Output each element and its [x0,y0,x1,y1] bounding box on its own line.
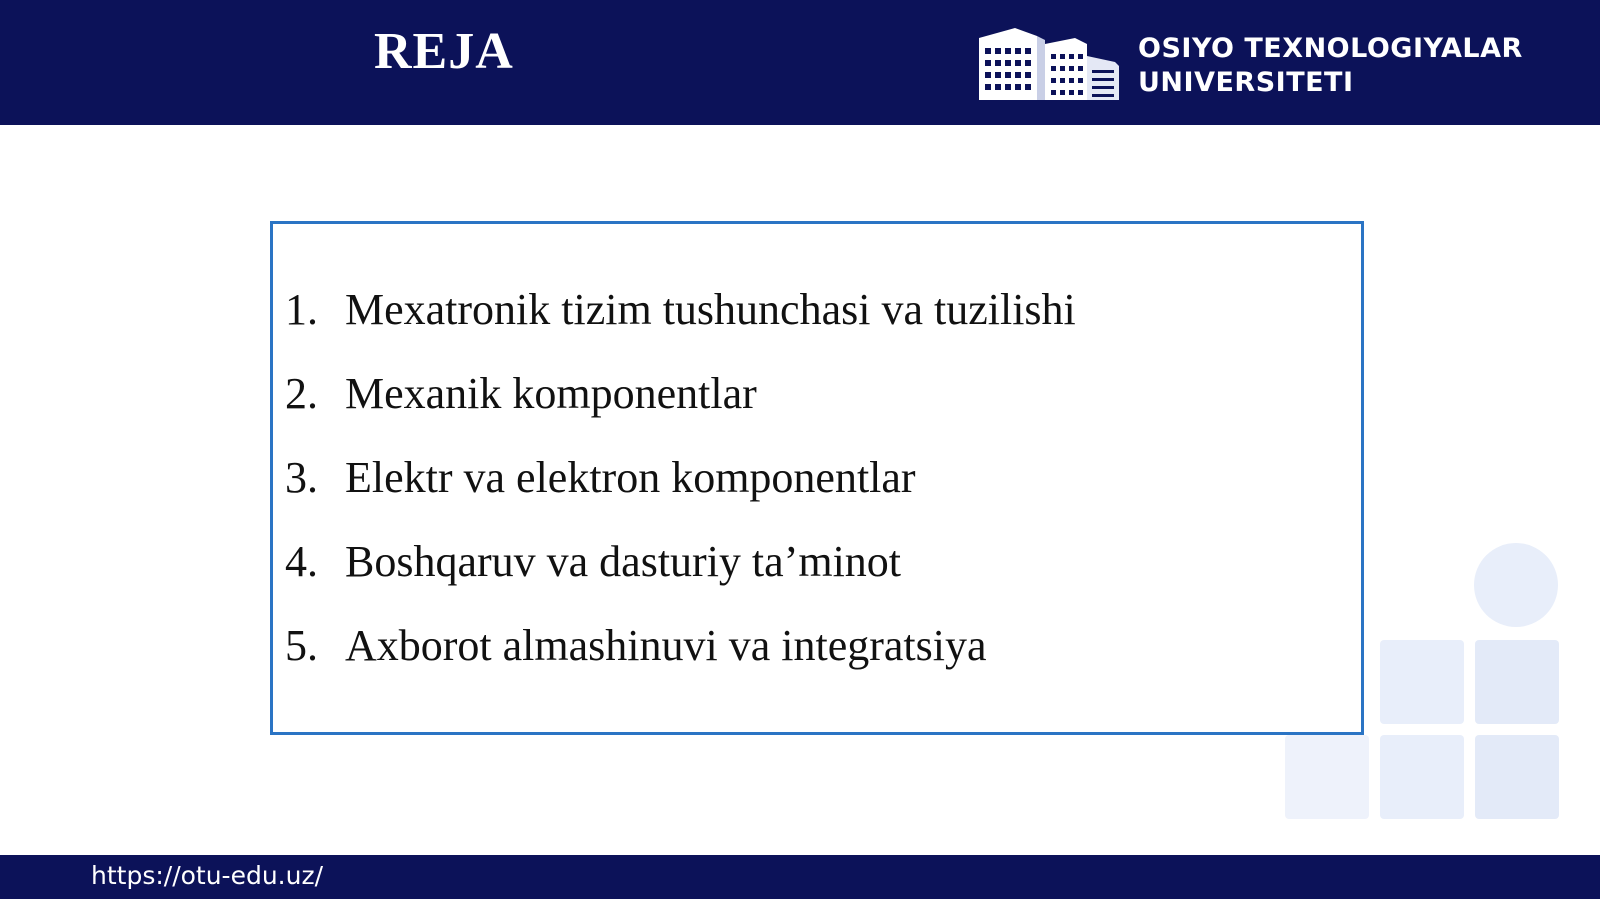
plan-item-text: Mexatronik tizim tushunchasi va tuzilishi [345,285,1076,334]
plan-item-number: 3. [285,453,318,502]
university-name [1138,32,1523,100]
plan-item-number: 2. [285,369,318,418]
plan-item-number: 4. [285,537,318,586]
plan-item [285,536,1076,620]
plan-item [285,284,1076,368]
website-url: https://otu-edu.uz/ [91,861,324,890]
plan-item-number: 1. [285,285,318,334]
plan-box [270,221,1364,735]
slide-title: REJA [374,23,514,80]
university-name-line-2: UNIVERSITETI [1138,67,1354,98]
plan-item [285,368,1076,452]
footer-bar [0,855,1600,899]
plan-item-text: Axborot almashinuvi va integratsiya [345,621,987,670]
plan-item-text: Elektr va elektron komponentlar [345,453,916,502]
university-building-icon [975,26,1121,102]
university-name-line-1: OSIYO TEXNOLOGIYALAR [1138,33,1523,64]
plan-item [285,620,1076,704]
plan-list [285,284,1076,704]
header-bar [0,0,1600,125]
plan-item-text: Boshqaruv va dasturiy ta’minot [345,537,902,586]
plan-item-text: Mexanik komponentlar [345,369,757,418]
plan-item-number: 5. [285,621,318,670]
plan-item [285,452,1076,536]
